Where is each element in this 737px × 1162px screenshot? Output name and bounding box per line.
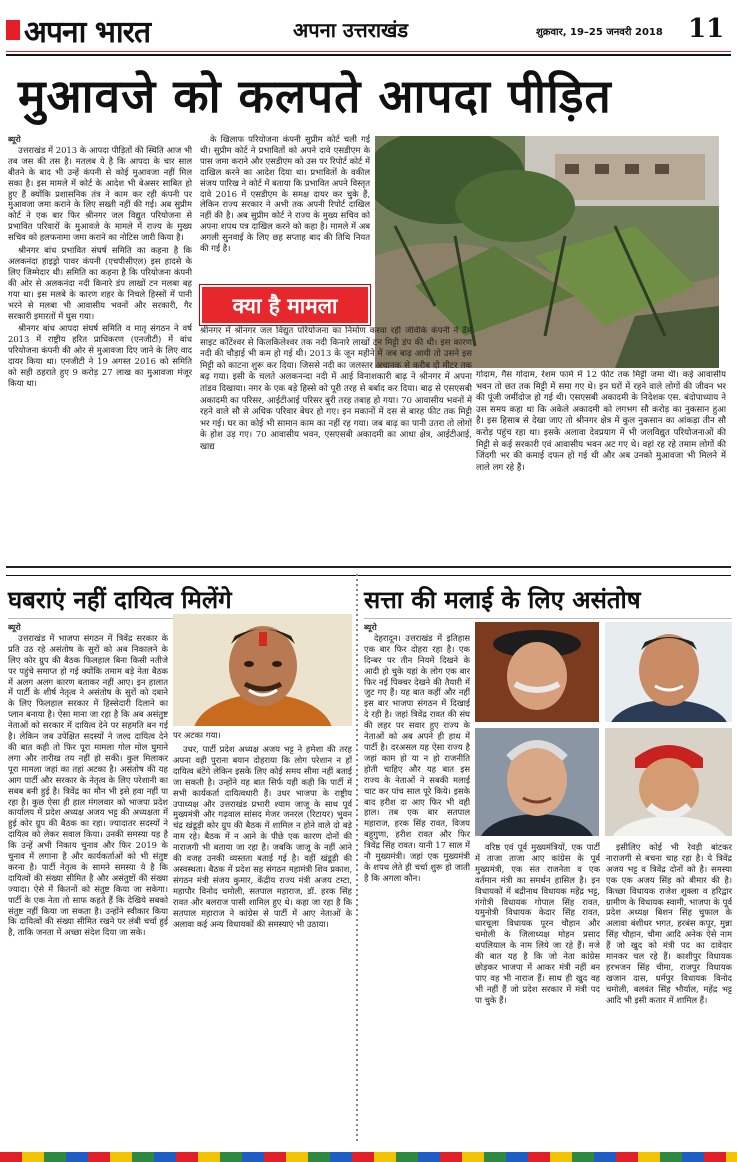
lead-headline: मुआवजे को कलपते आपदा पीड़ित <box>18 69 612 123</box>
lead-col-1 <box>8 134 192 564</box>
right-col-3 <box>606 842 732 1146</box>
politician-portrait-2 <box>605 622 732 722</box>
politician-portrait-3 <box>475 728 599 836</box>
politician-portrait <box>173 614 352 726</box>
lead-byline: ब्यूरो <box>8 134 21 144</box>
right-headline: सत्ता की मलाई के लिए असंतोष <box>364 586 641 614</box>
masthead-divider <box>6 54 731 56</box>
right-para-2: वरिष्ठ एवं पूर्व मुख्यमंत्रियों, एक पार्टी में ताजा ताजा आए कांग्रेस के पूर्व मुख्यमंत्री, एक संत राजनेता व एक वर्तमान मंत्री का समर्थन हासिल है। इन विधायकों में बद्रीनाथ विधायक महेंद्र भट्ट, गंगोत्री विधायक गोपाल सिंह रावत, यमुनोत्री विधायक केदार सिंह रावत, धारचूला विधायक पूरन चौहान और चमोली के जिलाध्यक्ष मोहन प्रसाद थपलियाल के नाम लिये जा रहे हैं। मजे की बात यह है कि जो नेता कांग्रेस छोड़कर भाजपा में आकर मंत्री नहीं बन पाए वह भी नाराज हैं। साथ ही खुद वह भी नहीं हैं जो प्रदेश सरकार में मंत्री पद पा चुके हैं। <box>475 842 600 1005</box>
lead-para-1: उत्तराखंड में 2013 के आपदा पीड़ितों की स्थिति आज भी तब जस की तस है। मतलब ये है कि आपदा के चार साल बीतने के बाद भी उन्हें कंपनी से कोई मुआवजा नहीं मिल सका है। इस मामले में कोर्ट के आदेश भी बेअसर साबित हो हुए हैं क्योंकि प्रशासनिक तंत्र ने काम कर रही कंपनी पर मुआवजा जमा कराने के लिए सख्ती नहीं की गई। अब सुप्रीम कोर्ट ने एक बार फिर श्रीनगर जल विद्युत परियोजना से प्रभावित परिवारों के मुआवजे के मामले में राज्य के मुख्य सचिव को हलफनामा जमा कराने का नोटिस जारी किया है। <box>8 144 192 243</box>
brand-name: अपना भारत <box>24 15 151 50</box>
masthead <box>0 0 737 56</box>
brand-red-block <box>6 20 20 40</box>
column-divider <box>356 574 358 1144</box>
lead-para-3: श्रीनगर बांध आपदा संघर्ष समिति व मातृ संगठन ने वर्ष 2013 में राष्ट्रीय हरित प्राधिकरण (एनजीटी) में बांध परियोजना कंपनी की ओर से मुआवजा दिए जाने के लिए वाद दायर किया था। एनजीटी ने 19 अगस्त 2016 को समिति को सही ठहराते हुए 9 करोड़ 27 लाख का मुआवजा मंजूर किया था। <box>8 323 192 388</box>
politician-portrait-4 <box>605 728 732 836</box>
section-divider-thin <box>6 575 731 576</box>
left-portrait-photo <box>173 614 352 726</box>
lead-para-2: श्रीनगर बांध प्रभावित संघर्ष समिति का कहना है कि अलकनंदा हाइड्रो पावर कंपनी (एचपीसीएल) इस हादसे के लिए जिम्मेदार थी। समिति का कहना है कि परियोजना कंपनी की ओर से अलकनंदा नदी किनारे डंप लाखों टन मलबा बह गया था। इस मलबे के कारण शहर के निचले हिस्सों में पानी भरने से मलबा भी आवासीय भवनों और सरकारी, गैर सरकारी इमारतों में घुस गया। <box>8 245 192 321</box>
left-col-2a <box>173 730 352 744</box>
right-para-3: इसीलिए कोई भी रेवड़ी बांटकर नाराजगी से बचना चाह रहा है। ये त्रिवेंद्र अजय भट्ट व त्रिवेंद्र दोनों को है। समस्या एक एक अजय सिंह को बीमार की है। किच्छा विधायक राजेश शुक्ला व हरिद्वार ग्रामीण के विधायक स्वामी, भाजपा के पूर्व प्रदेश अध्यक्ष बिशन सिंह चुफाल के अलावा बंशीधर भगत, हरबंस कपूर, मुन्ना सिंह चौहान, चौमा आदि अनेक ऐसे नाम हैं जो खुद को मंत्री पद का दावेदार मानकर चल रहे हैं। काशीपुर विधायक हरभजन सिंह चीमा, राजपुर विधायक खजान दास, धर्मपुर विधायक विनोद चमोली, बलवंत सिंह भौर्याल, महेंद्र भट्ट आदि भी इसी कतार में शामिल हैं। <box>606 842 732 1005</box>
left-col2a-text: पर अटका गया। <box>173 730 221 740</box>
right-headline-rule <box>364 618 732 619</box>
left-byline: ब्यूरो <box>8 622 21 632</box>
right-col-2 <box>475 842 600 1146</box>
left-col-1 <box>8 622 168 1146</box>
right-portrait-2 <box>605 622 732 722</box>
lead-box-text: श्रीनगर में श्रीनगर जल विद्युत परियोजना का निर्माण करवा रही जीवीके कंपनी ने डैम साइट कॉटेंश्वर से किलकिलेश्वर तक नदी किनारे लाखों टन मिट्टी डंप की थी। इस कारण नदी की चौड़ाई भी कम हो गई थी। 2013 के जून महीने में जब बाढ़ आयी तो उसने इस मिट्टी को काटना शुरू कर दिया। जिससे नदी का जलस्तर अचानक से करीब दो मीटर तक बढ़ गया। इसी के चलते अलकनन्दा नदी में आई विनाशकारी बाढ़ ने श्रीनगर में अपना तांडव दिखाया। नगर के एक बड़े हिस्से को पूरी तरह से बर्बाद कर दिया। बाढ़ से एसएसबी अकादमी का परिसर, आईटीआई परिसर बुरी तरह तबाह हो गया। 70 आवासीय भवनों में रहने वाले सौ से अधिक परिवार बेघर हो गए। इन मकानों में दस से बारह फीट तक मिट्टी भर गई। घर का कोई भी सामान काम का नहीं रह गया। जब बाढ़ का पानी उतरा तो लोगों के होश उड़ गए। 70 आवासीय भवन, एसएसबी अकादमी का आधा क्षेत्र, आईटीआई, खाद्य <box>200 326 472 452</box>
section-divider <box>6 566 731 568</box>
lead-col-2 <box>200 134 370 282</box>
right-portrait-1 <box>475 622 599 722</box>
lead-col2-para: के खिलाफ परियोजना कंपनी सुप्रीम कोर्ट चली गई थी। सुप्रीम कोर्ट ने प्रभावितों को अपने दावे एसडीएम के पास जमा कराने और एसडीएम को उस पर रिपोर्ट कोर्ट में दाखिल करने का आदेश दिया था। प्रभावितों के वकील संजय पारिख ने कोर्ट में बताया कि प्रभावित अपने विस्तृत दावे 2016 में एसडीएम के समक्ष दायर कर चुके हैं, लेकिन राज्य सरकार ने अभी तक अपनी रिपोर्ट दाखिल नहीं की है। अब सुप्रीम कोर्ट ने राज्य के मुख्य सचिव को अपना शपथ पत्र दाखिल करने को कहा है। मामले में अब अगली सुनवाई के लिए छह सप्ताह बाद की तिथि नियत की गई है। <box>200 134 370 254</box>
footer-color-stripe <box>0 1152 737 1162</box>
politician-portrait-1 <box>475 622 599 722</box>
page-number: 11 <box>688 14 725 44</box>
right-byline: ब्यूरो <box>364 622 377 632</box>
left-para-1: उत्तराखंड में भाजपा संगठन में त्रिवेंद्र सरकार के प्रति उठ रहे असंतोष के सुरों को अब निकालने के लिए कोर ग्रुप की बैठक फिलहाल बिना किसी नतीजे पर पहुंचे समाप्त हो गई क्योंकि तमाम बड़े नेता बैठक में अलग अलग कारण बताकर नहीं आए। इन हालात में पार्टी के शीर्ष नेतृत्व ने असंतोष के सुरों को दबाने के लिए फिलहाल सरकार में हिस्सेदारी दिलाने का प्लान बनाया है। ऐसा माना जा रहा है कि अब असंतुष्ट नेताओं को सरकार में दायित्व देने पर सहमति बन गई है। लेकिन जब उपेक्षित सदस्यों ने जल्द दायित्व देने की बात कही तो फिर पूरा मामला गोल मोल घुमाने लगा और तारीख तय नहीं हो सकी। कुल मिलाकर पूरा मामला जहां का तहां अटका है। असंतोष की यह आग पार्टी और सरकार के नेतृत्व के लिए परेशानी का सबब बनी हुई है। त्रिवेंद्र का मौन भी इसे हवा नहीं पा रहा है। कुछ ऐसा ही हाल मंगलवार को भाजपा प्रदेश कार्यालय में प्रदेश अध्यक्ष अजय भट्ट की अध्यक्षता में हुई कोर ग्रुप की बैठक का रहा। ज्यादातर सदस्यों ने दायित्व को लेकर सवाल किया। उनकी समस्या यह है कि उन्हें अभी निकाय चुनाव और फिर 2019 के चुनाव में लगाना है और कार्यकर्ताओं को भी संतुष्ट करना है। पार्टी नेतृत्व के सामने समस्या ये है कि दायित्वों की संख्या सीमित है और असंतुष्टों की संख्या ज्यादा। ऐसे में कितनों को संतुष्ट किया जा सकेगा। पार्टी के एक नेता तो साफ कहते हैं कि देखिये सबको संतुष्ट नहीं किया जा सकता है। उन्होंने स्वीकार किया कि दायित्वों की संख्या सीमित रखने पर लंबी चर्चा हुई है, ताकि जनता में अच्छा संदेश दिया जा सके। <box>8 632 168 938</box>
right-photo-grid <box>475 622 732 837</box>
left-col-2 <box>173 744 352 1146</box>
left-headline: घबराएं नहीं दायित्व मिलेंगे <box>8 586 232 614</box>
issue-date: शुक्रवार, 19–25 जनवरी 2018 <box>536 27 663 38</box>
lead-box-continued: गोदाम, गैस गोदाम, रेशम फार्म में 12 फीट तक मिट्टी जमा थी। कई आवासीय भवन तो छत तक मिट्टी में समा गए थे। इन घरों में रहने वाले लोगों की जीवन भर की पूंजी जमींदोज हो गई थी। एसएसबी अकादमी के निदेशक एस. बंदोपाध्याय ने उस समय कहा था कि अकेले अकादमी को लगभग सौ करोड़ का नुकसान हुआ है। इस हिसाब से देखा जाए तो श्रीनगर क्षेत्र में कुल नुकसान का आंकड़ा तीन सौ करोड़ पहुंच रहा था। इसके अलावा देवप्रयाग में भी जलविद्युत परियोजनाओं की मिट्टी से कई सरकारी एवं आवासीय भवन अट गए थे। वहां रह रहे तमाम लोगों की जिंदगी भर की कमाई दफन हो गई थी और अब उनको मुआवजा भी मिलने में लाले लग रहे हैं। <box>476 370 726 473</box>
right-portrait-3 <box>475 728 599 836</box>
right-col-1 <box>364 622 470 1146</box>
right-para-1: देहरादून। उत्तराखंड में इतिहास एक बार फिर दोहरा रहा है। एक दिन्बर पर तीन नियमें दिखने के आदी हो चुके यहां के लोग एक बार फिर नई पिक्चर देखने की तैयारी में जुट गए हैं। यह बात कहीं और नहीं इस बार भाजपा संगठन में दिखाई दे रही है। जहां त्रिवेंद्र रावत की संघ की लहर पर सवार हुए राज्य के नेताओं को अब अपने ही हाथ में पार्टी है। दरअसल यह ऐसा राज्य है जहां काम हो या न हो राजनीति होती चाहिए और यह बात इस राज्य के नेताओं ने सबकी मलाई चाट कर पांच साल पूरे किये। इसके बाद हरीश दा आए फिर भी वही हाल। तब एक बार सतपाल महाराज, हरक सिंह रावत, विजय बहुगुणा, हरीश रावत और फिर त्रिवेंद्र सिंह रावत। यानी 17 साल में नौ मुख्यमंत्री। जहां एक मुख्यमंत्री के शपथ लेते ही चर्चा शुरू हो जाती है कि अगला कौन। <box>364 632 470 883</box>
section-name: अपना उत्तराखंड <box>293 18 409 42</box>
lead-col-continued <box>476 370 726 564</box>
callout-what-is-the-matter: क्या है मामला <box>200 285 370 325</box>
left-para-2: उधर, पार्टी प्रदेश अध्यक्ष अजय भट्ट ने हमेशा की तरह अपना वही पुराना बयान दोहराया कि लोग परेशान न हों दायित्व बंटेंगे लेकिन इसके लिए कोई समय सीमा नहीं बताई जा सकती है। उन्होंने यह बात सिर्फ यही कही कि पार्टी में सभी कार्यकर्ता दायित्वधारी हैं। उधर भाजपा के राष्ट्रीय उपाध्यक्ष और उत्तराखंड प्रभारी श्याम जाजू के साथ पूर्व मुख्यमंत्री और गढ़वाल सांसद मेजर जनरल (रिटायर) भुवन चंद्र खंडूड़ी कोर ग्रुप की बैठक में शामिल न होने वाले दो बड़े नाम रहे। बैठक में न आने के पीछे एक कारण दोनों की नाराजगी भी बताया जा रहा है। जबकि जाजू के नहीं आने की वजह उनकी व्यस्तता बताई गई है। वहीं खंडूड़ी की अस्वस्थता। बैठक में प्रदेश सह संगठन महामंत्री शिव प्रकाश, संगठन मंत्री संजय कुमार, केंद्रीय राज्य मंत्री अजय टम्टा, महापौर विनोद चमोली, सतपाल महाराज, डॉ. हरक सिंह रावत और बलराज पासी शामिल हुए थे। कहा जा रहा है कि सतपाल महाराज ने कांग्रेस से पार्टी में आए नेताओं के अलावा कई अन्य विधायकों की समस्याएं भी उठाया। <box>173 744 352 929</box>
right-portrait-4 <box>605 728 732 836</box>
masthead-divider-red <box>6 51 731 52</box>
